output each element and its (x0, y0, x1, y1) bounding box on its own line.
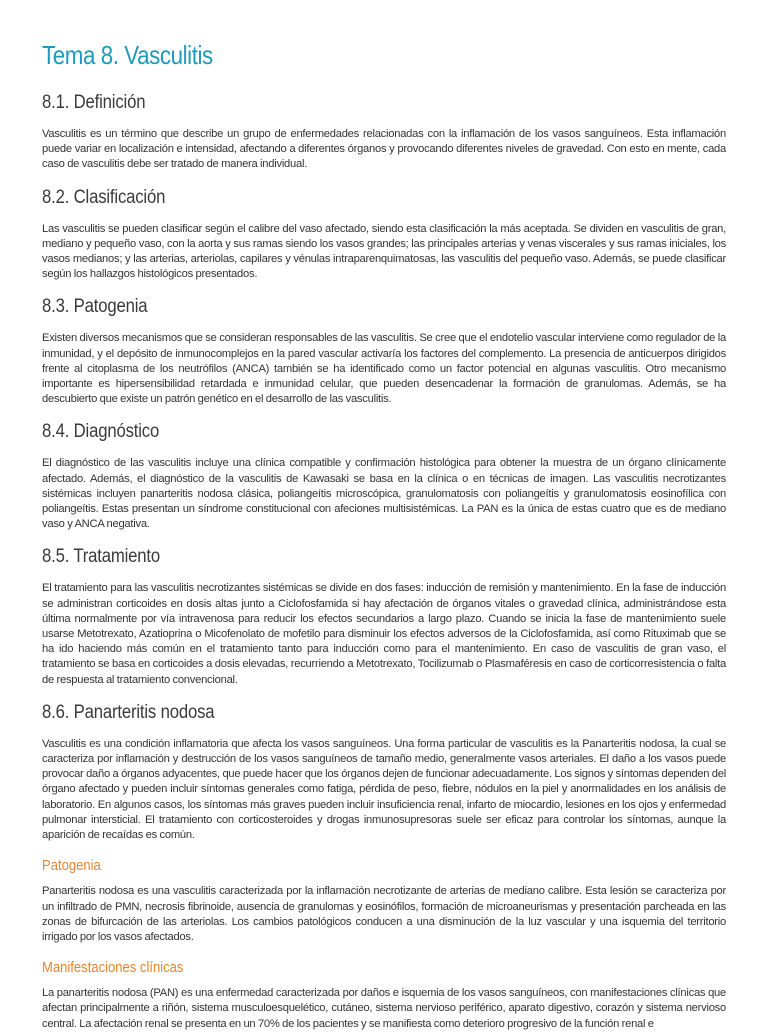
section-paragraph: Las vasculitis se pueden clasificar según el calibre del vaso afectado, siendo esta clasificación la más aceptada. Se dividen en vasculitis de gran, mediano y pequeño vaso, con la aorta y sus ramas siendo los vasos grandes; las principales arterias y venas viscerales y sus ramas iniciales, los vasos medianos; y las arterias, arteriolas, capilares y vénulas intraparenquimatosas, las vasculitis del pequeño vaso. Además, se puede clasificar según los hallazgos histológicos presentados. (42, 222, 726, 281)
section-heading: 8.1. Definición (42, 92, 146, 113)
section-heading: 8.6. Panarteritis nodosa (42, 701, 215, 723)
page-title: Tema 8. Vasculitis (42, 40, 213, 70)
section-paragraph: El tratamiento para las vasculitis necrotizantes sistémicas se divide en dos fases: inducción de remisión y mantenimiento. En la fase de inducción se administran corticoides en dosis altas junto a Ciclofosfamida si hay afectación de órganos vitales o gravedad clínica, administrándose esta última normalmente por vía intravenosa para reducir los efectos secundarios a largo plazo. Cuando se inicia la fase de mantenimiento suele usarse Metotrexato, Azatioprina o Micofenolato de mofetilo para disminuir los efectos adversos de la Ciclofosfamida, así como Rituximab que se ha ido haciendo más común en el tratamiento tanto para inducción como para el mantenimiento. En caso de vasculitis de gran vaso, el tratamiento se basa en corticoides a dosis elevadas, recurriendo a Metotrexato, Tocilizumab o Plasmaféresis en caso de corticorresistencia o falta de respuesta al tratamiento convencional. (42, 582, 726, 686)
section-definicion (42, 92, 726, 173)
subsection-heading: Patogenia (42, 858, 101, 875)
section-paragraph: Vasculitis es una condición inflamatoria que afecta los vasos sanguíneos. Una forma particular de vasculitis es la Panarteritis nodosa, la cual se caracteriza por inflamación y destrucción de los vasos sanguíneos de tamaño medio, generalmente vasos arteriales. El daño a los vasos puede provocar daño a órganos adyacentes, que puede hacer que los órganos dejen de funcionar adecuadamente. Los signos y síntomas dependen del órgano afectado y pueden incluir síntomas generales como fatiga, pérdida de peso, fiebre, nódulos en la piel y anormalidades en los análisis de laboratorio. En algunos casos, los síntomas más graves pueden incluir insuficiencia renal, infarto de miocardio, lesiones en los ojos y enfermedad pulmonar intersticial. El tratamiento con corticosteroides y drogas inmunosupresoras suele ser eficaz para controlar los síntomas, aunque la aparición de recaídas es común. (42, 737, 726, 842)
section-heading: 8.5. Tratamiento (42, 546, 161, 568)
subsection-manifestaciones-clinicas (42, 959, 726, 1032)
section-diagnostico (42, 421, 726, 532)
section-tratamiento (42, 546, 726, 687)
section-panarteritis-nodosa (42, 702, 726, 1032)
subsection-patogenia (42, 857, 726, 945)
subsection-paragraph: Panarteritis nodosa es una vasculitis caracterizada por la inflamación necrotizante de arterias de mediano calibre. Esta lesión se caracteriza por un infiltrado de PMN, necrosis fibrinoide, ausencia de granulomas y eosinófilos, formación de microaneurismas y presentación parcheada en las zonas de bifurcación de las arteriolas. Los cambios patológicos conducen a una disminución de la luz vascular y una isquemia del territorio irrigado por los vasos afectados. (42, 885, 726, 943)
section-heading: 8.3. Patogenia (42, 296, 148, 318)
section-heading: 8.4. Diagnóstico (42, 421, 160, 443)
section-clasificacion (42, 187, 726, 283)
section-paragraph: Existen diversos mecanismos que se consideran responsables de las vasculitis. Se cree que el endotelio vascular interviene como regulador de la inmunidad, y el depósito de inmunocomplejos en la pared vascular activaría los factores del complemento. La presencia de anticuerpos dirigidos frente al citoplasma de los neutrófilos (ANCA) también se ha identificado como un factor potencial en algunas vasculitis. Otro mecanismo importante es hipersensibilidad retardada e inmunidad celular, que pueden desencadenar la formación de granulomas. Además, se ha descubierto que existe un patrón genético en el desarrollo de las vasculitis. (42, 332, 726, 406)
subsection-heading: Manifestaciones clínicas (42, 960, 184, 977)
subsection-paragraph: La panarteritis nodosa (PAN) es una enfermedad caracterizada por daños e isquemia de los vasos sanguíneos, con manifestaciones clínicas que afectan principalmente a riñón, sistema musculoesquelético, cutáneo, sistema nervioso periférico, aparato digestivo, corazón y sistema nervioso central. La afectación renal se presenta en un 70% de los pacientes y se manifiesta como deterioro progresivo de la función renal e (42, 987, 726, 1030)
section-paragraph: El diagnóstico de las vasculitis incluye una clínica compatible y confirmación histológica para obtener la muestra de un órgano clínicamente afectado. Además, el diagnóstico de la vasculitis de Kawasaki se basa en la clínica o en técnicas de imagen. Las vasculitis necrotizantes sistémicas incluyen panarteritis nodosa clásica, poliangeítis microscópica, granulomatosis con poliangeítis y granulomatosis eosinofílica con poliangeítis. Estas presentan un síndrome constitucional con afeciones multisistémicas. La PAN es la única de estas cuatro que es de mediano vaso y ANCA negativa. (42, 457, 726, 531)
section-heading: 8.2. Clasificación (42, 186, 166, 208)
section-patogenia (42, 296, 726, 407)
section-paragraph: Vasculitis es un término que describe un grupo de enfermedades relacionadas con la inflamación de los vasos sanguíneos. Esta inflamación puede variar en localización e intensidad, afectando a diferentes órganos y provocando diferentes niveles de gravedad. Con esto en mente, cada caso de vasculitis debe ser tratado de manera individual. (42, 128, 726, 171)
